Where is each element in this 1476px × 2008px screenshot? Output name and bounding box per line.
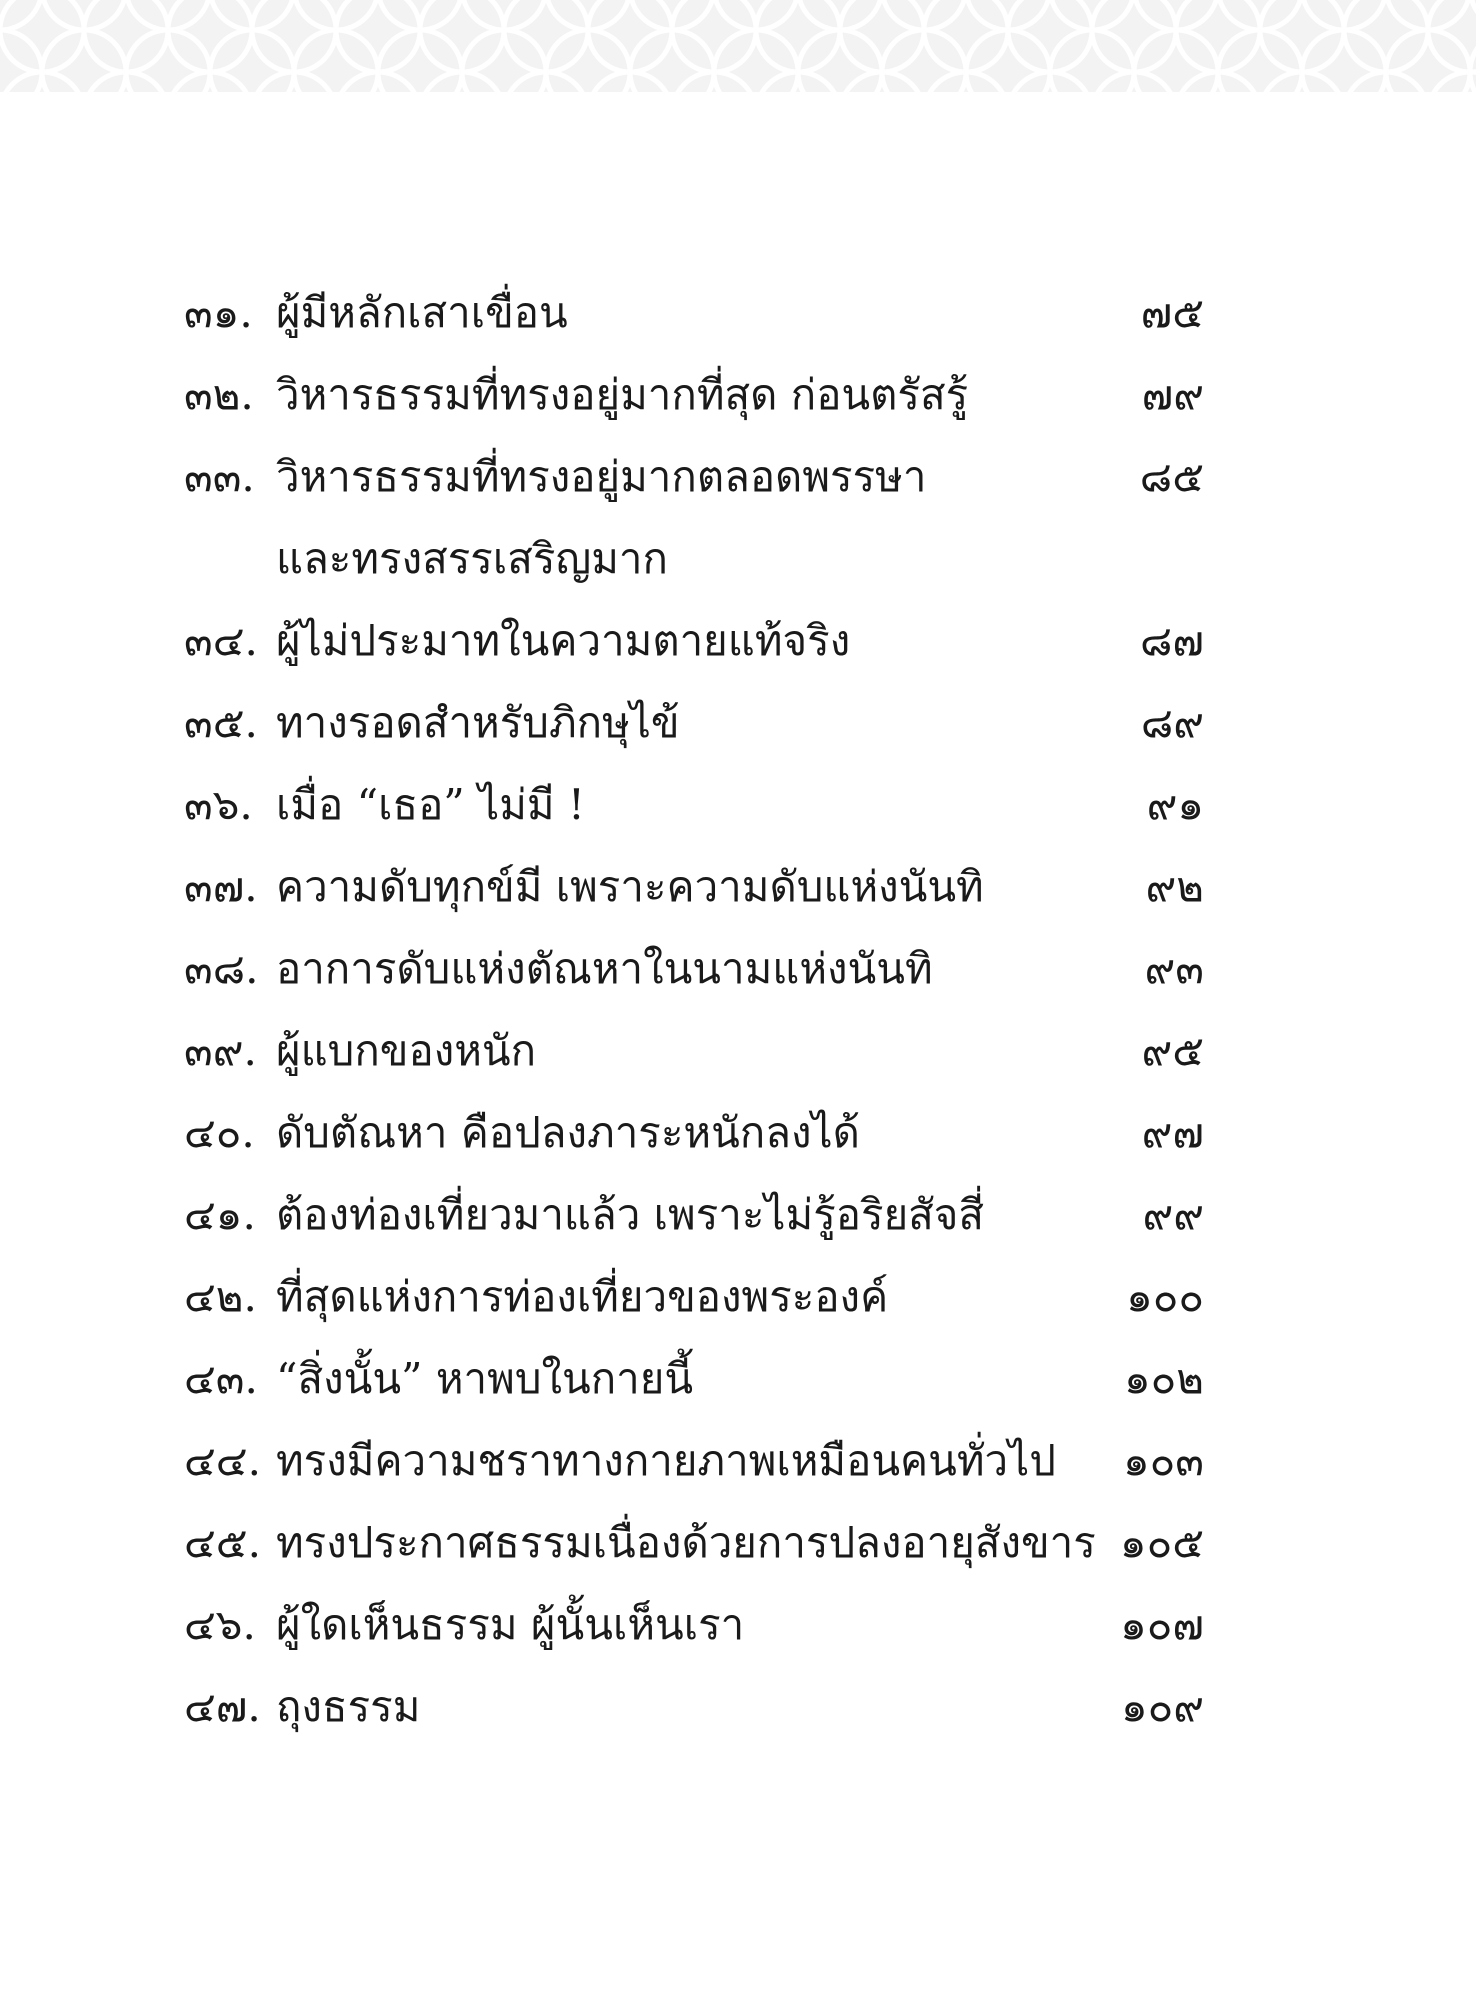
toc-entry xyxy=(184,1010,1204,1092)
toc-entry xyxy=(184,1092,1204,1174)
toc-entry-page: ๑๐๕ xyxy=(1119,1518,1204,1567)
toc-entry xyxy=(184,354,1204,436)
toc-entry-number: ๔๔. xyxy=(184,1436,261,1485)
toc-entry-number: ๔๗. xyxy=(184,1682,261,1731)
toc-entry xyxy=(184,928,1204,1010)
toc-entry-page: ๑๐๓ xyxy=(1122,1436,1204,1485)
toc-entry-page: ๙๒ xyxy=(1145,862,1204,911)
toc-entry xyxy=(184,436,1204,518)
toc-entry-title: ที่สุดแห่งการท่องเที่ยวของพระองค์ xyxy=(276,1272,889,1321)
toc-entry-number: ๓๒. xyxy=(184,370,254,419)
toc-entry-title: ความดับทุกข์มี เพราะความดับแห่งนันทิ xyxy=(276,862,984,911)
toc-entry-page: ๙๑ xyxy=(1146,780,1204,829)
toc-entry-title: ทรงประกาศธรรมเนื่องด้วยการปลงอายุสังขาร xyxy=(276,1518,1096,1567)
toc-entry xyxy=(184,764,1204,846)
toc-entry xyxy=(184,1666,1204,1748)
toc-entry-page: ๑๐๐ xyxy=(1126,1272,1204,1321)
toc-entry-number: ๓๔. xyxy=(184,616,258,665)
toc-entry xyxy=(184,1338,1204,1420)
toc-entry-page: ๑๐๒ xyxy=(1124,1354,1204,1403)
toc-entry-number: ๓๙. xyxy=(184,1026,257,1075)
toc-entry-number: ๔๓. xyxy=(184,1354,258,1403)
toc-entry-title: ทางรอดสำหรับภิกษุไข้ xyxy=(276,698,680,747)
toc-entry-page: ๑๐๙ xyxy=(1120,1682,1204,1731)
toc-entry-number: ๔๒. xyxy=(184,1272,257,1321)
toc-entry xyxy=(184,1174,1204,1256)
toc-entry-number: ๓๓. xyxy=(184,452,255,501)
toc-entry xyxy=(184,600,1204,682)
toc-entry-page: ๑๐๗ xyxy=(1120,1600,1204,1649)
toc-entry xyxy=(184,846,1204,928)
toc-entry xyxy=(184,1584,1204,1666)
toc-entry xyxy=(184,682,1204,764)
toc-entry-page: ๘๗ xyxy=(1140,616,1204,665)
toc-entry xyxy=(184,1502,1204,1584)
toc-entry-title: และทรงสรรเสริญมาก xyxy=(276,534,668,583)
toc-entry-number: ๓๑. xyxy=(184,288,253,337)
toc-entry-title: เมื่อ “เธอ” ไม่มี ! xyxy=(276,780,585,829)
toc-entry xyxy=(184,1256,1204,1338)
toc-entry-page: ๘๙ xyxy=(1140,698,1204,747)
toc-entry xyxy=(184,272,1204,354)
toc-entry-number: ๔๑. xyxy=(184,1190,256,1239)
toc-entry-number: ๓๖. xyxy=(184,780,253,829)
toc-entry-title: วิหารธรรมที่ทรงอยู่มากตลอดพรรษา xyxy=(276,452,927,501)
toc-entry-number: ๓๕. xyxy=(184,698,258,747)
toc-entry-number: ๓๗. xyxy=(184,862,258,911)
toc-entry-title: ดับตัณหา คือปลงภาระหนักลงได้ xyxy=(276,1108,860,1157)
toc-entry-number: ๔๖. xyxy=(184,1600,256,1649)
toc-entry-page: ๙๙ xyxy=(1142,1190,1204,1239)
table-of-contents xyxy=(184,272,1204,1748)
toc-entry-page: ๗๕ xyxy=(1140,288,1204,337)
toc-entry-title: ผู้ใดเห็นธรรม ผู้นั้นเห็นเรา xyxy=(276,1600,745,1649)
toc-entry-page: ๙๕ xyxy=(1141,1026,1204,1075)
toc-entry-title: วิหารธรรมที่ทรงอยู่มากที่สุด ก่อนตรัสรู้ xyxy=(276,370,969,419)
toc-entry-title: ถุงธรรม xyxy=(276,1682,421,1731)
toc-entry-title: ผู้แบกของหนัก xyxy=(276,1026,537,1075)
toc-entry-title: ผู้ไม่ประมาทในความตายแท้จริง xyxy=(276,616,851,665)
lattice-pattern xyxy=(0,0,1476,92)
toc-entry xyxy=(184,518,1204,600)
toc-entry-title: ต้องท่องเที่ยวมาแล้ว เพราะไม่รู้อริยสัจสี่ xyxy=(276,1190,985,1239)
toc-entry-page: ๙๗ xyxy=(1141,1108,1204,1157)
toc-entry-page: ๙๓ xyxy=(1144,944,1204,993)
toc-entry-title: “สิ่งนั้น” หาพบในกายนี้ xyxy=(276,1354,694,1403)
toc-entry-page: ๗๙ xyxy=(1141,370,1204,419)
toc-entry-title: ผู้มีหลักเสาเขื่อน xyxy=(276,288,568,337)
toc-entry-number: ๔๐. xyxy=(184,1108,255,1157)
toc-entry-number: ๔๕. xyxy=(184,1518,261,1567)
toc-entry-title: ทรงมีความชราทางกายภาพเหมือนคนทั่วไป xyxy=(276,1436,1056,1485)
toc-entry xyxy=(184,1420,1204,1502)
toc-entry-page: ๘๕ xyxy=(1139,452,1204,501)
decorative-pattern-band xyxy=(0,0,1476,92)
toc-entry-number: ๓๘. xyxy=(184,944,259,993)
toc-entry-title: อาการดับแห่งตัณหาในนามแห่งนันทิ xyxy=(276,944,933,993)
